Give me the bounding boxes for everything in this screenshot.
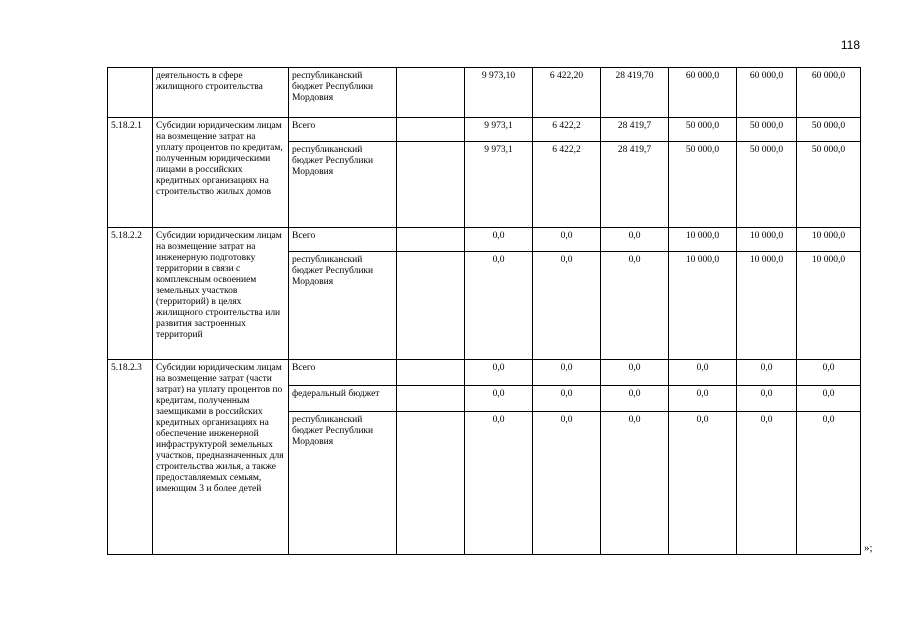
value-cell: 10 000,0	[669, 228, 737, 252]
value-cell: 0,0	[797, 386, 861, 412]
page-number: 118	[840, 38, 860, 52]
value-cell: 50 000,0	[669, 142, 737, 228]
value-cell: 10 000,0	[737, 228, 797, 252]
value-cell: 0,0	[533, 386, 601, 412]
value-cell: 0,0	[465, 360, 533, 386]
value-cell: 0,0	[601, 228, 669, 252]
value-cell: 0,0	[465, 228, 533, 252]
value-cell: 50 000,0	[797, 142, 861, 228]
value-cell: 50 000,0	[737, 142, 797, 228]
funding-source: республиканский бюджет Республики Мордовия	[289, 68, 397, 118]
value-cell: 0,0	[465, 412, 533, 555]
funding-source: Всего	[289, 228, 397, 252]
value-cell: 60 000,0	[737, 68, 797, 118]
row-code: 5.18.2.3	[108, 360, 153, 555]
value-cell: 9 973,10	[465, 68, 533, 118]
funding-source: Всего	[289, 118, 397, 142]
row-description: Субсидии юридическим лицам на возмещение затрат (части затрат) на уплату процентов по кредитам, полученным заемщиками в российских кредитных организациях на обеспечение инженерной инфраструктурой земельных участков, предназначенных для строительства жилья, а также предоставляемых семьям, имеющим 3 и более детей	[153, 360, 289, 555]
row-code: 5.18.2.1	[108, 118, 153, 228]
value-cell: 0,0	[533, 252, 601, 360]
value-cell: 0,0	[601, 386, 669, 412]
value-cell: 0,0	[669, 412, 737, 555]
row-description: деятельность в сфере жилищного строительства	[153, 68, 289, 118]
blank-cell	[397, 142, 465, 228]
value-cell: 0,0	[797, 412, 861, 555]
value-cell: 6 422,2	[533, 118, 601, 142]
value-cell: 0,0	[797, 360, 861, 386]
funding-source: Всего	[289, 360, 397, 386]
value-cell: 60 000,0	[797, 68, 861, 118]
value-cell: 0,0	[465, 386, 533, 412]
value-cell: 60 000,0	[669, 68, 737, 118]
value-cell: 0,0	[601, 252, 669, 360]
row-code	[108, 68, 153, 118]
table-row	[108, 118, 861, 142]
blank-cell	[397, 360, 465, 386]
funding-source: республиканский бюджет Республики Мордовия	[289, 142, 397, 228]
value-cell: 0,0	[669, 360, 737, 386]
funding-source: республиканский бюджет Республики Мордовия	[289, 252, 397, 360]
table-row	[108, 228, 861, 252]
value-cell: 0,0	[601, 412, 669, 555]
value-cell: 50 000,0	[797, 118, 861, 142]
value-cell: 10 000,0	[669, 252, 737, 360]
value-cell: 10 000,0	[797, 252, 861, 360]
value-cell: 0,0	[533, 360, 601, 386]
funding-source: федеральный бюджет	[289, 386, 397, 412]
row-description: Субсидии юридическим лицам на возмещение затрат на уплату процентов по кредитам, полученным юридическими лицами в российских кредитных организациях на строительство жилых домов	[153, 118, 289, 228]
value-cell: 0,0	[737, 412, 797, 555]
table-row	[108, 360, 861, 386]
funding-source: республиканский бюджет Республики Мордовия	[289, 412, 397, 555]
value-cell: 28 419,7	[601, 142, 669, 228]
budget-table	[107, 67, 861, 555]
value-cell: 50 000,0	[737, 118, 797, 142]
value-cell: 0,0	[465, 252, 533, 360]
blank-cell	[397, 68, 465, 118]
closing-quote-mark: »;	[864, 542, 873, 554]
value-cell: 0,0	[533, 228, 601, 252]
row-code: 5.18.2.2	[108, 228, 153, 360]
value-cell: 28 419,7	[601, 118, 669, 142]
blank-cell	[397, 228, 465, 252]
table-row	[108, 68, 861, 118]
value-cell: 9 973,1	[465, 118, 533, 142]
blank-cell	[397, 386, 465, 412]
value-cell: 28 419,70	[601, 68, 669, 118]
value-cell: 6 422,2	[533, 142, 601, 228]
value-cell: 10 000,0	[797, 228, 861, 252]
value-cell: 0,0	[601, 360, 669, 386]
blank-cell	[397, 412, 465, 555]
value-cell: 6 422,20	[533, 68, 601, 118]
blank-cell	[397, 118, 465, 142]
value-cell: 0,0	[533, 412, 601, 555]
row-description: Субсидии юридическим лицам на возмещение затрат на инженерную подготовку территории в связи с комплексным освоением земельных участков (территорий) в целях жилищного строительства или развития застроенных территорий	[153, 228, 289, 360]
blank-cell	[397, 252, 465, 360]
value-cell: 0,0	[737, 386, 797, 412]
value-cell: 50 000,0	[669, 118, 737, 142]
value-cell: 9 973,1	[465, 142, 533, 228]
value-cell: 0,0	[737, 360, 797, 386]
value-cell: 10 000,0	[737, 252, 797, 360]
value-cell: 0,0	[669, 386, 737, 412]
